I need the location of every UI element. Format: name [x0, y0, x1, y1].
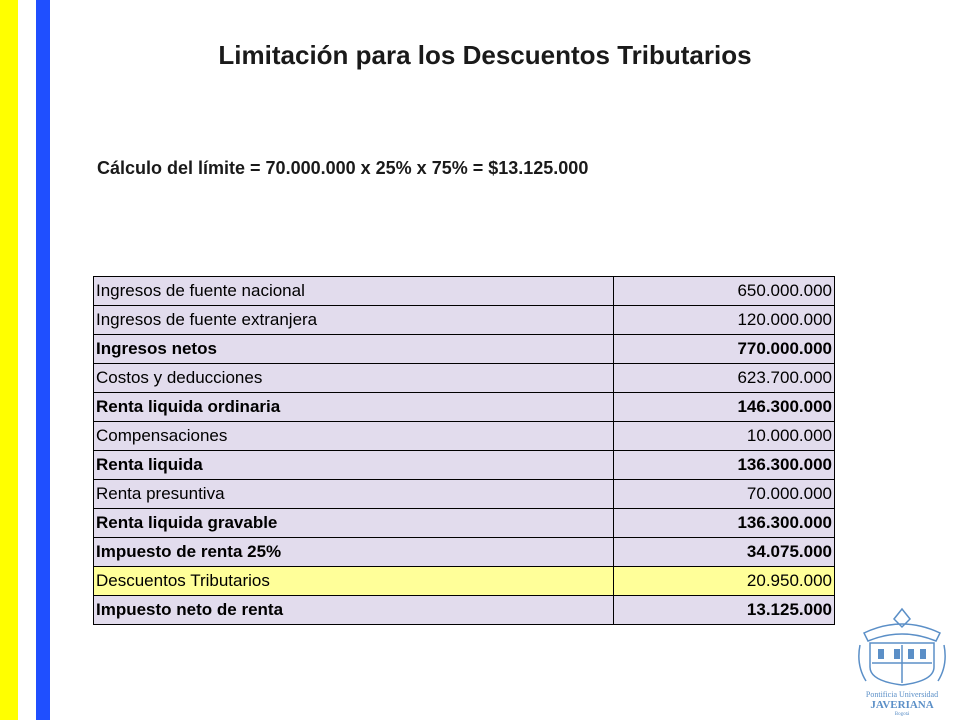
left-yellow-bar	[0, 0, 18, 720]
page-title: Limitación para los Descuentos Tributarios	[218, 40, 752, 70]
row-value: 136.300.000	[614, 451, 835, 480]
tax-table	[93, 276, 835, 625]
table-row	[94, 509, 835, 538]
row-value: 146.300.000	[614, 393, 835, 422]
row-value: 70.000.000	[614, 480, 835, 509]
row-value: 34.075.000	[614, 538, 835, 567]
row-label: Impuesto de renta 25%	[94, 538, 614, 567]
table-row	[94, 538, 835, 567]
table-row	[94, 480, 835, 509]
row-value: 10.000.000	[614, 422, 835, 451]
logo-line-1: Pontificia Universidad	[865, 690, 939, 699]
table-row	[94, 451, 835, 480]
table-row	[94, 422, 835, 451]
university-logo	[852, 605, 952, 717]
table-row	[94, 596, 835, 625]
row-label: Ingresos de fuente extranjera	[94, 306, 614, 335]
row-label: Impuesto neto de renta	[94, 596, 614, 625]
table-row-highlighted	[94, 567, 835, 596]
row-value: 136.300.000	[614, 509, 835, 538]
shield-letter-block	[920, 649, 926, 659]
table-row	[94, 306, 835, 335]
row-value: 13.125.000	[614, 596, 835, 625]
row-label: Compensaciones	[94, 422, 614, 451]
row-value: 650.000.000	[614, 277, 835, 306]
shield-letter-block	[878, 649, 884, 659]
table-row	[94, 364, 835, 393]
row-label: Ingresos de fuente nacional	[94, 277, 614, 306]
row-label: Descuentos Tributarios	[94, 567, 614, 596]
row-label: Renta liquida	[94, 451, 614, 480]
limit-formula: Cálculo del límite = 70.000.000 x 25% x 75% = $13.125.000	[97, 158, 589, 178]
left-white-gap	[18, 0, 36, 720]
shield-letter-block	[894, 649, 900, 659]
shield-letter-block	[908, 649, 914, 659]
row-label: Ingresos netos	[94, 335, 614, 364]
row-value: 120.000.000	[614, 306, 835, 335]
row-value: 770.000.000	[614, 335, 835, 364]
table-row	[94, 277, 835, 306]
logo-line-2: JAVERIANA	[870, 699, 934, 711]
row-value: 20.950.000	[614, 567, 835, 596]
row-label: Renta presuntiva	[94, 480, 614, 509]
table-row	[94, 335, 835, 364]
left-blue-bar	[36, 0, 50, 720]
row-value: 623.700.000	[614, 364, 835, 393]
table-row	[94, 393, 835, 422]
row-label: Renta liquida gravable	[94, 509, 614, 538]
row-label: Costos y deducciones	[94, 364, 614, 393]
logo-line-3: Bogotá	[894, 712, 910, 717]
row-label: Renta liquida ordinaria	[94, 393, 614, 422]
